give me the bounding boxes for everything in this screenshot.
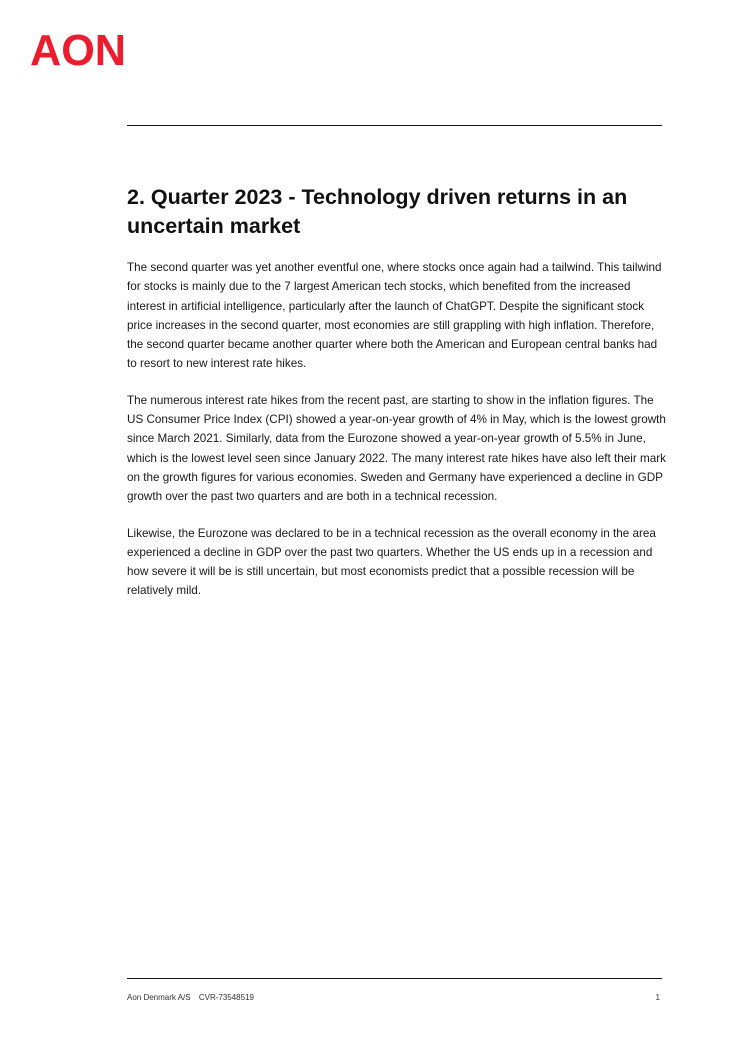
aon-logo: [30, 30, 127, 68]
footer-info: [127, 993, 260, 1002]
page-title: 2. Quarter 2023 - Technology driven returns in an uncertain market: [127, 185, 628, 238]
header-divider: [127, 125, 662, 126]
footer-company: Aon Denmark A/S: [127, 993, 191, 1002]
article-body: [127, 258, 667, 618]
paragraph-2: The numerous interest rate hikes from the recent past, are starting to show in the inflation figures. The US Consumer Price Index (CPI) showed a year-on-year growth of 4% in May, which is the lowest growth since March 2021. Similarly, data from the Eurozone showed a year-on-year growth of 5.5% in June, which is the lowest level seen since January 2022. The many interest rate hikes have also left their mark on the growth figures for various economies. Sweden and Germany have experienced a decline in GDP growth over the past two quarters and are both in a technical recession.: [127, 393, 666, 504]
aon-logo-text: AON: [30, 30, 126, 68]
footer-divider: [127, 978, 662, 979]
paragraph-1: The second quarter was yet another eventful one, where stocks once again had a tailwind. This tailwind for stocks is mainly due to the 7 largest American tech stocks, which benefited from the increased interest in artificial intelligence, particularly after the launch of ChatGPT. Despite the significant stock price increases in the second quarter, most economies are still grappling with high inflation. Therefore, the second quarter became another quarter where both the American and European central banks had to resort to new interest rate hikes.: [127, 261, 662, 371]
paragraph-3: Likewise, the Eurozone was declared to be in a technical recession as the overall economy in the area experienced a decline in GDP over the past two quarters. Whether the US ends up in a recession and how severe it will be is still uncertain, but most economists predict that a possible recession will be relatively mild.: [127, 526, 656, 598]
footer-cvr: CVR-73548519: [198, 993, 254, 1002]
page-number: 1: [655, 993, 660, 1002]
